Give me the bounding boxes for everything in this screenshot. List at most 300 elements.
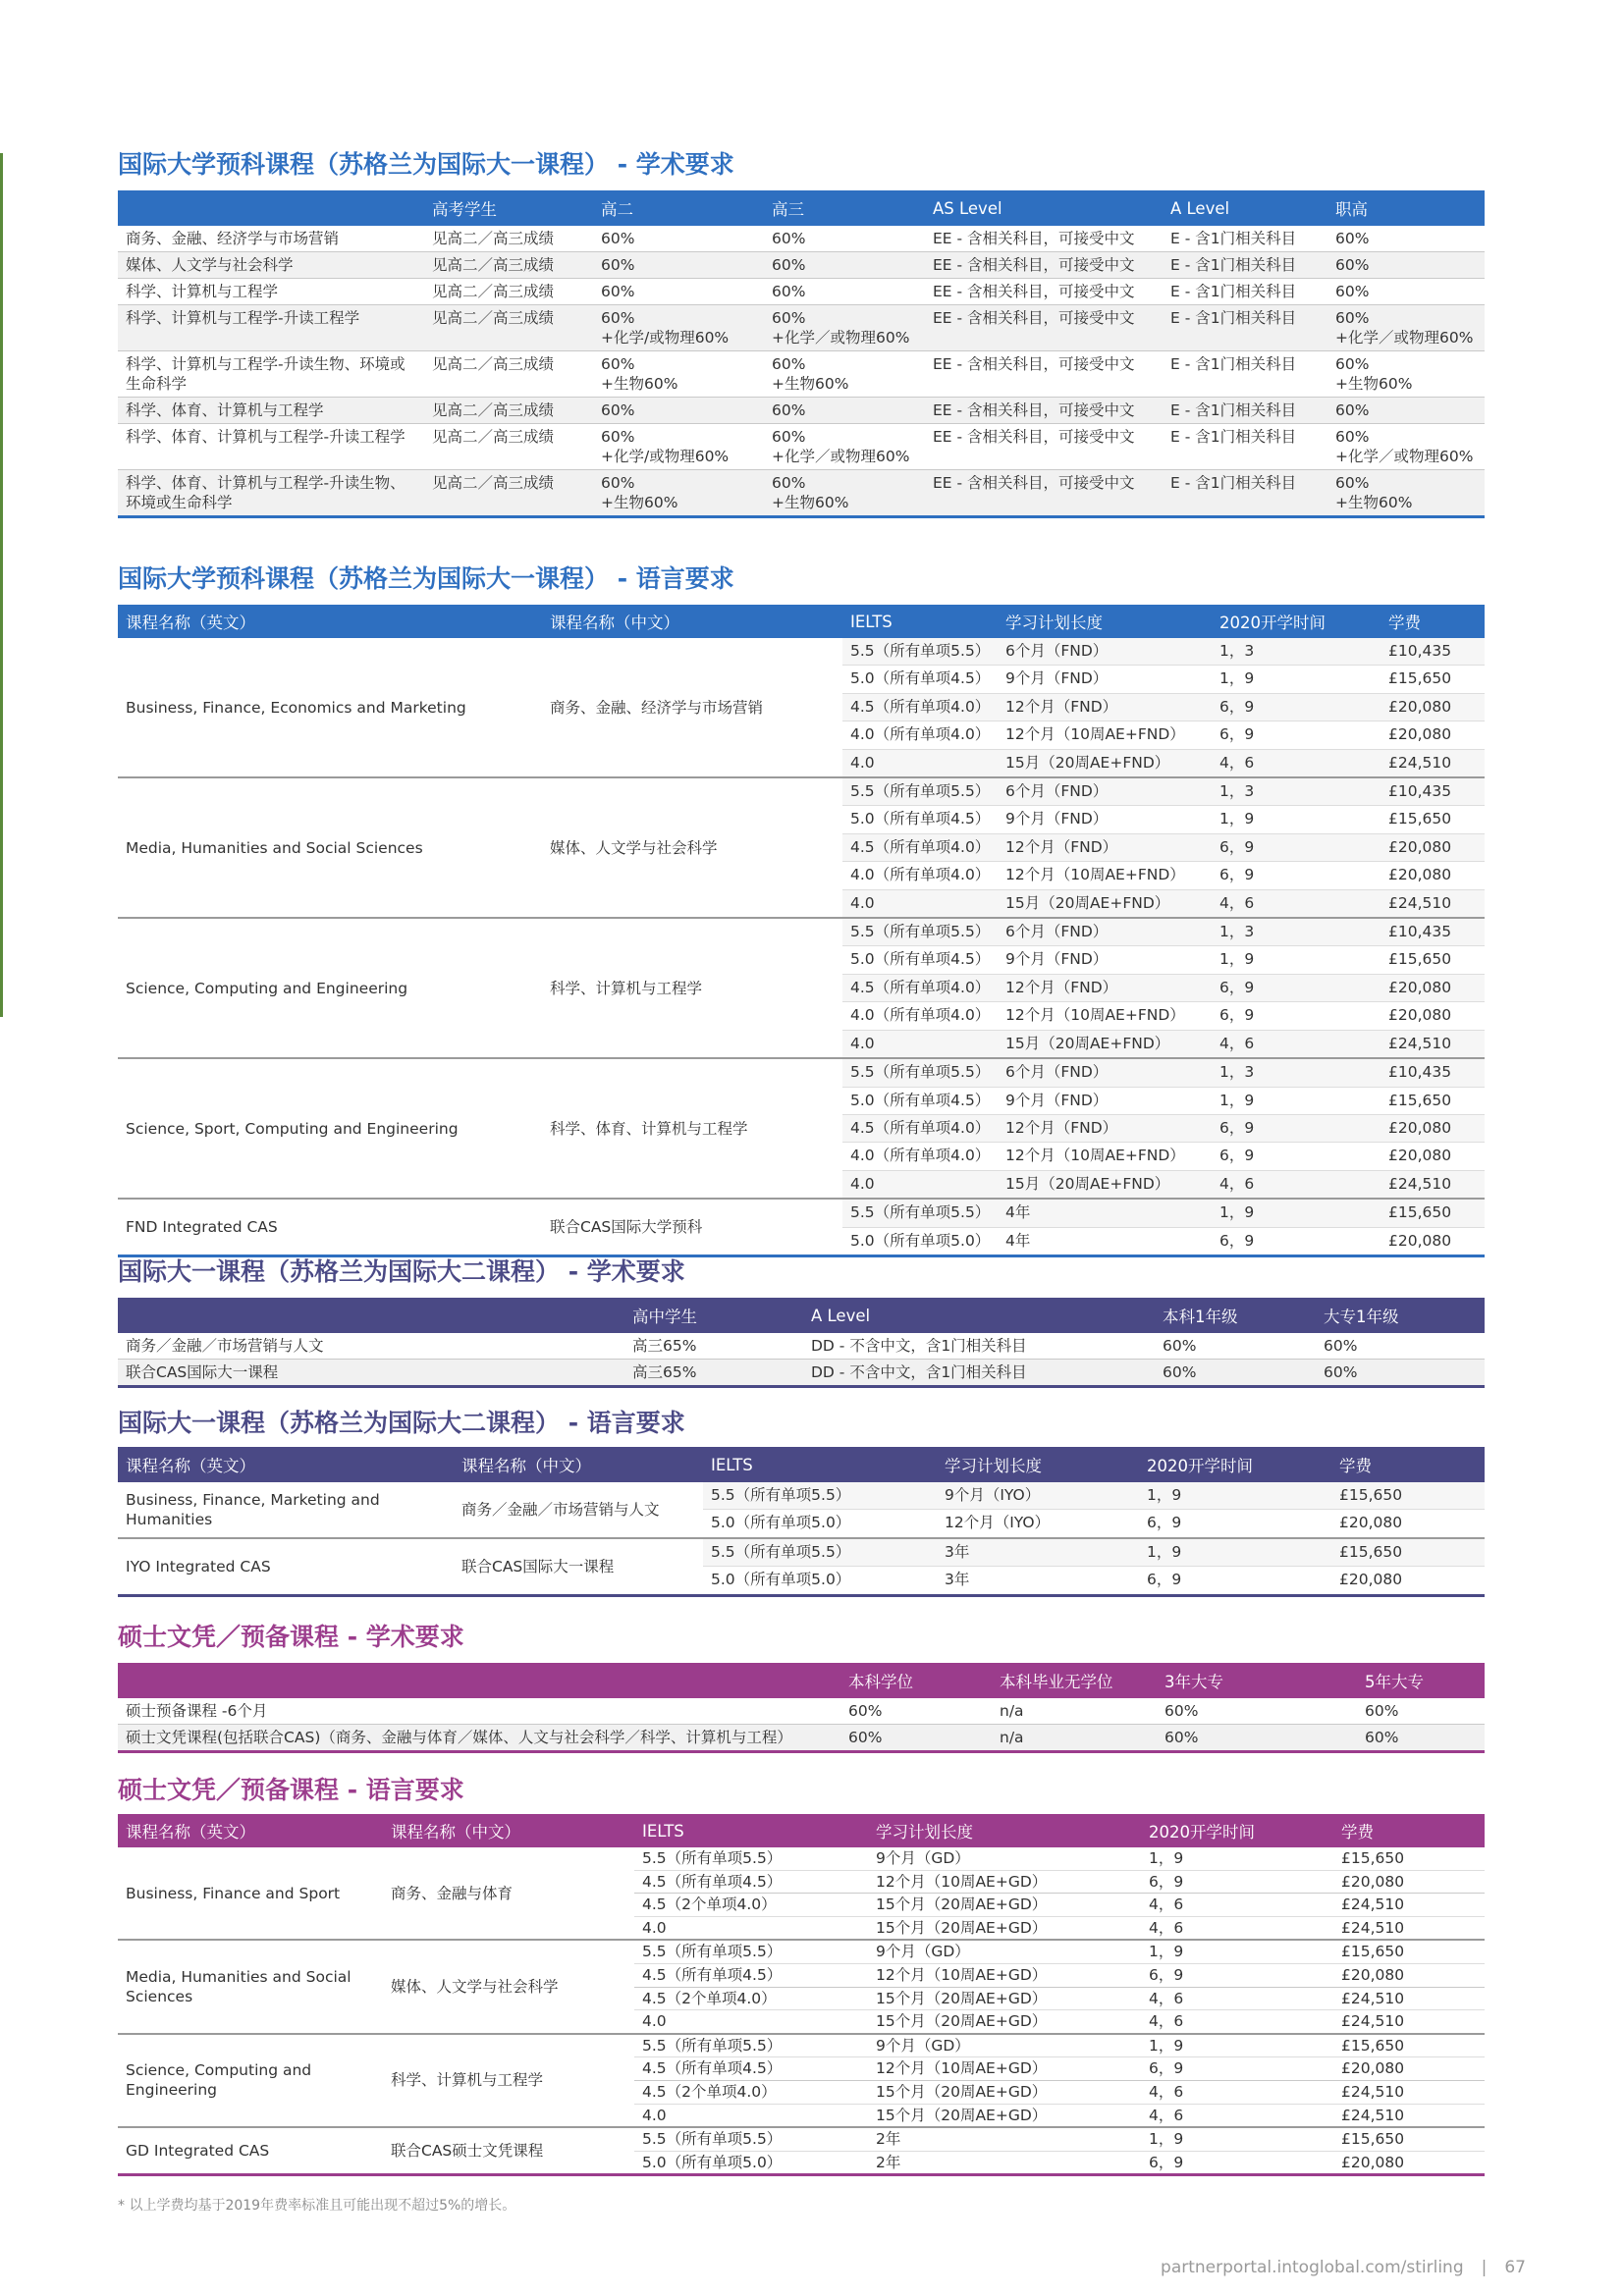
value-cell	[1163, 351, 1327, 398]
column-header: 课程名称（英文）	[118, 605, 542, 638]
intake-cell: 4，6	[1141, 1894, 1333, 1917]
duration-cell: 12个月（10周AE+FND）	[998, 862, 1212, 889]
intake-cell: 4，6	[1212, 889, 1380, 918]
fee-cell: £20,080	[1380, 1227, 1485, 1255]
fee-cell: £15,650	[1380, 666, 1485, 693]
program-name-cell	[118, 424, 424, 470]
duration-cell: 9个月（IYO）	[937, 1482, 1139, 1510]
section-title: 国际大学预科课程（苏格兰为国际大一课程） - 学术要求	[118, 150, 734, 179]
ielts-cell: 4.0	[634, 2010, 868, 2034]
column-header: 大专1年级	[1316, 1298, 1485, 1333]
value-cell	[1327, 398, 1485, 424]
cell-line: 商务／金融／市场营销与人文	[126, 1337, 324, 1355]
course-name-cn: 科学、计算机与工程学	[542, 918, 842, 1058]
value-cell	[1163, 470, 1327, 517]
cell-line: +化学／或物理60%	[772, 448, 910, 465]
ielts-cell: 5.5（所有单项5.5）	[842, 918, 998, 946]
program-name-cell	[118, 305, 424, 351]
fee-cell: £24,510	[1333, 1987, 1485, 2010]
value-cell	[764, 279, 925, 305]
iyo-language-table	[118, 1447, 1485, 1597]
value-cell	[593, 424, 764, 470]
value-cell	[593, 252, 764, 279]
column-header: 学费	[1380, 605, 1485, 638]
fee-cell: £15,650	[1380, 946, 1485, 974]
value-cell	[1163, 398, 1327, 424]
duration-cell: 15月（20周AE+FND）	[998, 1170, 1212, 1199]
column-header: 学习计划长度	[937, 1447, 1139, 1482]
fee-cell: £15,650	[1333, 1847, 1485, 1870]
cell-line: 60%	[848, 1702, 883, 1720]
cell-line: 商务、金融、经济学与市场营销	[126, 230, 340, 247]
cell-line: 60%	[1335, 283, 1370, 300]
intake-cell: 4，6	[1141, 2104, 1333, 2127]
program-name-cell	[118, 226, 424, 252]
cell-line: +生物60%	[772, 375, 849, 393]
column-header: 学费	[1333, 1814, 1485, 1847]
cell-line: +生物60%	[1335, 494, 1413, 511]
column-header: 学习计划长度	[868, 1814, 1141, 1847]
cell-line: E - 含1门相关科目	[1170, 355, 1297, 373]
intake-cell: 1，9	[1141, 2127, 1333, 2151]
fee-cell: £15,650	[1333, 2127, 1485, 2151]
column-header: 5年大专	[1357, 1663, 1485, 1698]
ielts-cell: 5.5（所有单项5.5）	[634, 1847, 868, 1870]
value-cell	[1155, 1333, 1316, 1360]
fee-cell: £24,510	[1333, 1916, 1485, 1940]
cell-line: 60%	[772, 283, 806, 300]
ielts-cell: 5.0（所有单项5.0）	[703, 1510, 937, 1538]
ielts-cell: 5.5（所有单项5.5）	[634, 1940, 868, 1963]
cell-line: +化学/或物理60%	[601, 329, 730, 347]
program-name-cell	[118, 252, 424, 279]
intake-cell: 1，9	[1141, 1940, 1333, 1963]
duration-cell: 12个月（FND）	[998, 974, 1212, 1001]
table-row	[118, 305, 1485, 351]
intake-cell: 4，6	[1141, 1987, 1333, 2010]
column-header: 本科学位	[840, 1663, 992, 1698]
column-header: 高考学生	[424, 190, 593, 226]
cell-line: 60%	[772, 474, 806, 492]
intake-cell: 1，9	[1139, 1482, 1331, 1510]
cell-line: EE - 含相关科目，可接受中文	[933, 309, 1135, 327]
cell-line: 60%	[601, 283, 635, 300]
intake-cell: 4，6	[1141, 1916, 1333, 1940]
cell-line: +生物60%	[1335, 375, 1413, 393]
ielts-cell: 4.5（所有单项4.0）	[842, 833, 998, 861]
program-name-cell	[118, 1360, 624, 1387]
cell-line: 科学、计算机与工程学	[126, 283, 279, 300]
cell-line: +生物60%	[601, 494, 678, 511]
intake-cell: 4，6	[1212, 749, 1380, 777]
column-header: A Level	[1163, 190, 1327, 226]
duration-cell: 2年	[868, 2127, 1141, 2151]
ielts-cell: 4.0	[634, 1916, 868, 1940]
value-cell	[593, 398, 764, 424]
footer-separator: |	[1481, 2258, 1488, 2277]
cell-line: 60%	[772, 230, 806, 247]
cell-line: 见高二／高三成绩	[432, 474, 555, 492]
value-cell	[424, 398, 593, 424]
duration-cell: 15个月（20周AE+GD）	[868, 2010, 1141, 2034]
table-row	[118, 226, 1485, 252]
column-header: 学习计划长度	[998, 605, 1212, 638]
course-name-en: Business, Finance, Economics and Marketing	[118, 638, 542, 777]
table-row	[118, 1058, 1485, 1087]
column-header: 课程名称（中文）	[542, 605, 842, 638]
ielts-cell: 4.0（所有单项4.0）	[842, 862, 998, 889]
course-name-en: Media, Humanities and Social Sciences	[118, 777, 542, 918]
page-number: 67	[1504, 2258, 1526, 2277]
value-cell	[1163, 305, 1327, 351]
ielts-cell: 5.0（所有单项5.0）	[703, 1567, 937, 1595]
value-cell	[925, 398, 1163, 424]
value-cell	[1163, 226, 1327, 252]
fee-cell: £24,510	[1380, 889, 1485, 918]
intake-cell: 4，6	[1141, 2080, 1333, 2104]
column-header: 高二	[593, 190, 764, 226]
program-name-cell	[118, 1698, 840, 1725]
fee-cell: £20,080	[1380, 693, 1485, 721]
cell-line: 见高二／高三成绩	[432, 230, 555, 247]
ielts-cell: 5.0（所有单项4.5）	[842, 1087, 998, 1114]
value-cell	[840, 1698, 992, 1725]
value-cell	[1357, 1725, 1485, 1752]
cell-line: E - 含1门相关科目	[1170, 283, 1297, 300]
column-header: 2020开学时间	[1141, 1814, 1333, 1847]
cell-line: +生物60%	[601, 375, 678, 393]
table-row	[118, 1698, 1485, 1725]
cell-line: 见高二／高三成绩	[432, 309, 555, 327]
cell-line: +化学／或物理60%	[1335, 329, 1474, 347]
table-row	[118, 1538, 1485, 1567]
cell-line: 60%	[601, 428, 635, 446]
value-cell	[764, 226, 925, 252]
ielts-cell: 5.5（所有单项5.5）	[634, 2127, 868, 2151]
duration-cell: 12个月（10周AE+GD）	[868, 1963, 1141, 1987]
ielts-cell: 4.5（所有单项4.5）	[634, 1963, 868, 1987]
ielts-cell: 5.5（所有单项5.5）	[634, 2034, 868, 2057]
course-name-cn: 商务、金融、经济学与市场营销	[542, 638, 842, 777]
duration-cell: 12个月（FND）	[998, 1114, 1212, 1142]
duration-cell: 12个月（FND）	[998, 693, 1212, 721]
intake-cell: 1，3	[1212, 918, 1380, 946]
course-name-cn: 媒体、人文学与社会科学	[542, 777, 842, 918]
foundation-language-table	[118, 605, 1485, 1257]
course-name-en: Science, Computing and Engineering	[118, 918, 542, 1058]
cell-line: 见高二／高三成绩	[432, 401, 555, 419]
fee-cell: £20,080	[1333, 1870, 1485, 1894]
value-cell	[593, 226, 764, 252]
value-cell	[764, 470, 925, 517]
ielts-cell: 4.5（2个单项4.0）	[634, 2080, 868, 2104]
value-cell	[925, 305, 1163, 351]
cell-line: 60%	[1335, 256, 1370, 274]
value-cell	[1357, 1698, 1485, 1725]
course-name-cn: 科学、计算机与工程学	[383, 2034, 634, 2127]
value-cell	[1157, 1725, 1357, 1752]
cell-line: 60%	[1335, 474, 1370, 492]
duration-cell: 15个月（20周AE+GD）	[868, 1916, 1141, 1940]
table-row	[118, 1333, 1485, 1360]
column-header: 学费	[1331, 1447, 1485, 1482]
intake-cell: 4，6	[1141, 2010, 1333, 2034]
course-name-en: Media, Humanities and Social Sciences	[118, 1940, 383, 2033]
cell-line: 联合CAS国际大一课程	[126, 1363, 279, 1381]
cell-line: 60%	[772, 256, 806, 274]
intake-cell: 6，9	[1141, 1963, 1333, 1987]
intake-cell: 1，9	[1212, 1087, 1380, 1114]
section-title: 硕士文凭／预备课程 - 学术要求	[118, 1623, 464, 1651]
program-name-cell	[118, 351, 424, 398]
cell-line: 科学、计算机与工程学-升读工程学	[126, 309, 360, 327]
ielts-cell: 4.0（所有单项4.0）	[842, 1143, 998, 1170]
cell-line: +化学／或物理60%	[772, 329, 910, 347]
table-row	[118, 1725, 1485, 1752]
value-cell	[424, 305, 593, 351]
cell-line: +化学/或物理60%	[601, 448, 730, 465]
course-name-en: IYO Integrated CAS	[118, 1538, 454, 1595]
cell-line: 60%	[1365, 1702, 1399, 1720]
fee-cell: £20,080	[1380, 974, 1485, 1001]
fee-cell: £20,080	[1333, 2151, 1485, 2175]
fee-cell: £20,080	[1333, 2057, 1485, 2081]
value-cell	[925, 470, 1163, 517]
cell-line: 科学、体育、计算机与工程学	[126, 401, 324, 419]
ielts-cell: 5.5（所有单项5.5）	[842, 1058, 998, 1087]
value-cell	[764, 305, 925, 351]
cell-line: 60%	[1335, 355, 1370, 373]
sidebar-accent-strip	[0, 153, 3, 1017]
fee-cell: £20,080	[1380, 862, 1485, 889]
cell-line: EE - 含相关科目，可接受中文	[933, 283, 1135, 300]
intake-cell: 4，6	[1212, 1030, 1380, 1058]
column-header	[118, 1298, 624, 1333]
duration-cell: 9个月（GD）	[868, 2034, 1141, 2057]
table-row	[118, 470, 1485, 517]
cell-line: +生物60%	[772, 494, 849, 511]
fee-cell: £15,650	[1331, 1482, 1485, 1510]
duration-cell: 9个月（FND）	[998, 1087, 1212, 1114]
table-row	[118, 398, 1485, 424]
ielts-cell: 4.5（2个单项4.0）	[634, 1894, 868, 1917]
value-cell	[424, 424, 593, 470]
value-cell	[1327, 305, 1485, 351]
ielts-cell: 4.5（2个单项4.0）	[634, 1987, 868, 2010]
cell-line: 硕士预备课程 -6个月	[126, 1702, 268, 1720]
ielts-cell: 4.0	[842, 1030, 998, 1058]
ielts-cell: 5.5（所有单项5.5）	[842, 777, 998, 806]
value-cell	[925, 424, 1163, 470]
fee-cell: £24,510	[1380, 1170, 1485, 1199]
fee-cell: £20,080	[1380, 833, 1485, 861]
column-header: 职高	[1327, 190, 1485, 226]
gd-academic-table	[118, 1663, 1485, 1753]
fee-cell: £24,510	[1333, 2010, 1485, 2034]
fee-cell: £20,080	[1333, 1963, 1485, 1987]
value-cell	[593, 305, 764, 351]
fee-footnote: * 以上学费均基于2019年费率标准且可能出现不超过5%的增长。	[118, 2198, 516, 2214]
intake-cell: 6，9	[1212, 974, 1380, 1001]
course-name-cn: 联合CAS硕士文凭课程	[383, 2127, 634, 2175]
cell-line: 60%	[601, 230, 635, 247]
ielts-cell: 4.0（所有单项4.0）	[842, 721, 998, 749]
table-row	[118, 279, 1485, 305]
value-cell	[424, 470, 593, 517]
value-cell	[1327, 351, 1485, 398]
cell-line: 科学、体育、计算机与工程学-升读工程学	[126, 428, 406, 446]
partner-portal-url[interactable]: partnerportal.intoglobal.com/stirling	[1161, 2258, 1464, 2277]
value-cell	[1163, 424, 1327, 470]
cell-line: 60%	[601, 355, 635, 373]
intake-cell: 6，9	[1141, 2057, 1333, 2081]
duration-cell: 12个月（10周AE+FND）	[998, 1002, 1212, 1030]
column-header: 本科毕业无学位	[992, 1663, 1157, 1698]
value-cell	[925, 252, 1163, 279]
cell-line: +化学／或物理60%	[1335, 448, 1474, 465]
ielts-cell: 5.0（所有单项5.0）	[842, 1227, 998, 1255]
course-name-cn: 媒体、人文学与社会科学	[383, 1940, 634, 2033]
fee-cell: £15,650	[1380, 806, 1485, 833]
duration-cell: 9个月（FND）	[998, 666, 1212, 693]
cell-line: EE - 含相关科目，可接受中文	[933, 401, 1135, 419]
intake-cell: 6，9	[1212, 1143, 1380, 1170]
course-name-cn: 联合CAS国际大一课程	[454, 1538, 703, 1595]
value-cell	[424, 279, 593, 305]
ielts-cell: 4.5（所有单项4.5）	[634, 1870, 868, 1894]
table-row	[118, 1940, 1485, 1963]
intake-cell: 6，9	[1212, 1114, 1380, 1142]
duration-cell: 3年	[937, 1538, 1139, 1567]
duration-cell: 12个月（10周AE+FND）	[998, 721, 1212, 749]
cell-line: 60%	[1365, 1729, 1399, 1746]
cell-line: 60%	[1335, 309, 1370, 327]
ielts-cell: 4.5（所有单项4.0）	[842, 1114, 998, 1142]
table-row	[118, 351, 1485, 398]
value-cell	[1327, 470, 1485, 517]
column-header: IELTS	[634, 1814, 868, 1847]
duration-cell: 12个月（FND）	[998, 833, 1212, 861]
value-cell	[593, 279, 764, 305]
value-cell	[1163, 279, 1327, 305]
cell-line: 60%	[601, 474, 635, 492]
ielts-cell: 4.0	[842, 749, 998, 777]
fee-cell: £10,435	[1380, 638, 1485, 666]
value-cell	[764, 351, 925, 398]
column-header	[118, 1663, 840, 1698]
intake-cell: 6，9	[1212, 1002, 1380, 1030]
value-cell	[803, 1333, 1155, 1360]
table-row	[118, 777, 1485, 806]
cell-line: DD - 不含中文，含1门相关科目	[811, 1363, 1027, 1381]
value-cell	[764, 252, 925, 279]
cell-line: 60%	[772, 309, 806, 327]
column-header: 课程名称（中文）	[454, 1447, 703, 1482]
cell-line: E - 含1门相关科目	[1170, 474, 1297, 492]
duration-cell: 15月（20周AE+FND）	[998, 1030, 1212, 1058]
duration-cell: 15月（20周AE+FND）	[998, 889, 1212, 918]
value-cell	[840, 1725, 992, 1752]
ielts-cell: 5.5（所有单项5.5）	[842, 1199, 998, 1227]
cell-line: n/a	[1000, 1729, 1024, 1746]
ielts-cell: 5.0（所有单项4.5）	[842, 666, 998, 693]
program-name-cell	[118, 1725, 840, 1752]
duration-cell: 4年	[998, 1227, 1212, 1255]
column-header: 高三	[764, 190, 925, 226]
intake-cell: 6，9	[1139, 1567, 1331, 1595]
cell-line: 60%	[1335, 401, 1370, 419]
section-title: 国际大一课程（苏格兰为国际大二课程） - 语言要求	[118, 1409, 685, 1437]
course-name-en: GD Integrated CAS	[118, 2127, 383, 2175]
cell-line: 媒体、人文学与社会科学	[126, 256, 294, 274]
column-header: IELTS	[703, 1447, 937, 1482]
value-cell	[593, 470, 764, 517]
duration-cell: 3年	[937, 1567, 1139, 1595]
cell-line: 60%	[1164, 1702, 1199, 1720]
cell-line: 见高二／高三成绩	[432, 283, 555, 300]
cell-line: EE - 含相关科目，可接受中文	[933, 256, 1135, 274]
value-cell	[925, 226, 1163, 252]
intake-cell: 1，3	[1212, 638, 1380, 666]
column-header: A Level	[803, 1298, 1155, 1333]
cell-line: EE - 含相关科目，可接受中文	[933, 428, 1135, 446]
table-row	[118, 2127, 1485, 2151]
course-name-en: Business, Finance, Marketing and Humanities	[118, 1482, 454, 1538]
duration-cell: 12个月（10周AE+GD）	[868, 1870, 1141, 1894]
course-name-cn: 联合CAS国际大学预科	[542, 1199, 842, 1255]
value-cell	[1316, 1333, 1485, 1360]
intake-cell: 6，9	[1141, 1870, 1333, 1894]
column-header: 2020开学时间	[1139, 1447, 1331, 1482]
ielts-cell: 4.0（所有单项4.0）	[842, 1002, 998, 1030]
duration-cell: 12个月（10周AE+FND）	[998, 1143, 1212, 1170]
column-header: IELTS	[842, 605, 998, 638]
ielts-cell: 5.5（所有单项5.5）	[703, 1482, 937, 1510]
intake-cell: 6，9	[1141, 2151, 1333, 2175]
column-header: 2020开学时间	[1212, 605, 1380, 638]
value-cell	[925, 279, 1163, 305]
table-row	[118, 918, 1485, 946]
intake-cell: 1，9	[1212, 1199, 1380, 1227]
cell-line: 60%	[1324, 1337, 1358, 1355]
cell-line: 高三65%	[632, 1337, 697, 1355]
cell-line: 60%	[772, 401, 806, 419]
program-name-cell	[118, 470, 424, 517]
cell-line: EE - 含相关科目，可接受中文	[933, 230, 1135, 247]
intake-cell: 6，9	[1212, 862, 1380, 889]
cell-line: E - 含1门相关科目	[1170, 256, 1297, 274]
intake-cell: 6，9	[1212, 833, 1380, 861]
course-name-en: Science, Computing and Engineering	[118, 2034, 383, 2127]
duration-cell: 15个月（20周AE+GD）	[868, 1894, 1141, 1917]
duration-cell: 9个月（FND）	[998, 806, 1212, 833]
cell-line: 见高二／高三成绩	[432, 355, 555, 373]
duration-cell: 6个月（FND）	[998, 777, 1212, 806]
cell-line: 60%	[601, 401, 635, 419]
intake-cell: 1，9	[1139, 1538, 1331, 1567]
fee-cell: £20,080	[1331, 1567, 1485, 1595]
value-cell	[803, 1360, 1155, 1387]
value-cell	[424, 226, 593, 252]
ielts-cell: 5.0（所有单项4.5）	[842, 946, 998, 974]
course-name-en: Business, Finance and Sport	[118, 1847, 383, 1940]
table-row	[118, 1360, 1485, 1387]
fee-cell: £20,080	[1380, 1114, 1485, 1142]
ielts-cell: 5.5（所有单项5.5）	[703, 1538, 937, 1567]
section-title: 硕士文凭／预备课程 - 语言要求	[118, 1776, 464, 1804]
cell-line: E - 含1门相关科目	[1170, 230, 1297, 247]
gd-language-table	[118, 1814, 1485, 2176]
